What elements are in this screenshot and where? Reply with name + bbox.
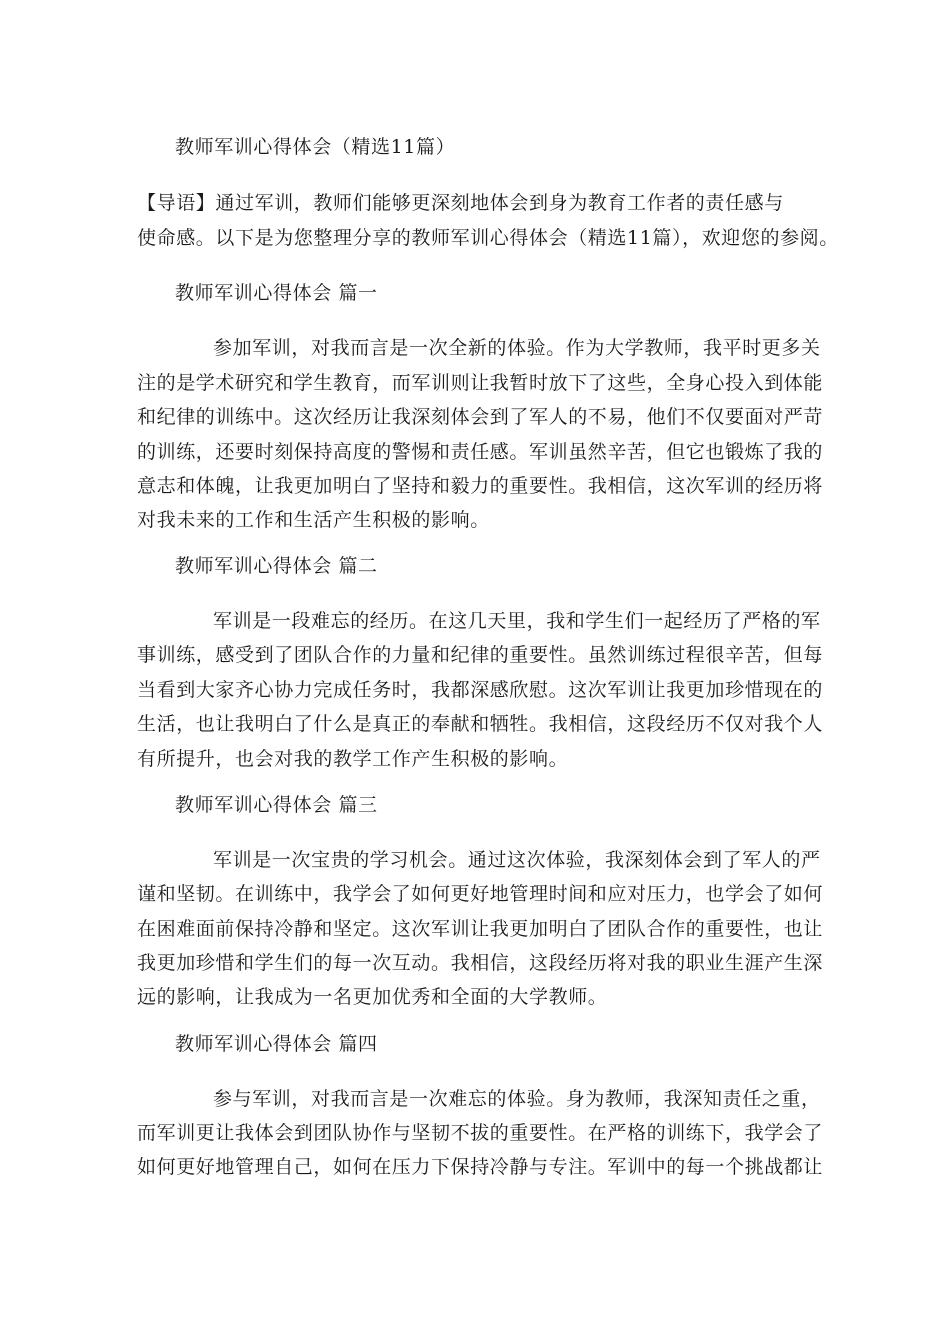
paragraph-line: 意志和体魄，让我更加明白了坚持和毅力的重要性。我相信，这次军训的经历将 <box>137 475 824 497</box>
paragraph-line: 在困难面前保持冷静和坚定。这次军训让我更加明白了团队合作的重要性，也让 <box>137 918 824 940</box>
paragraph-line: 生活，也让我明白了什么是真正的奉献和牺牲。我相信，这段经历不仅对我个人 <box>137 713 824 735</box>
paragraph-line: 我更加珍惜和学生们的每一次互动。我相信，这段经历将对我的职业生涯产生深 <box>137 952 824 974</box>
paragraph-line: 军训是一段难忘的经历。在这几天里，我和学生们一起经历了严格的军 <box>213 610 821 632</box>
paragraph-line: 有所提升，也会对我的教学工作产生积极的影响。 <box>137 748 569 770</box>
paragraph-line: 而军训更让我体会到团队协作与坚韧不拔的重要性。在严格的训练下，我学会了 <box>137 1122 824 1144</box>
paragraph-line: 对我未来的工作和生活产生积极的影响。 <box>137 509 490 531</box>
paragraph-line: 如何更好地管理自己，如何在压力下保持冷静与专注。军训中的每一个挑战都让 <box>137 1156 824 1178</box>
paragraph-line: 军训是一次宝贵的学习机会。通过这次体验，我深刻体会到了军人的严 <box>213 849 821 871</box>
paragraph-line: 远的影响，让我成为一名更加优秀和全面的大学教师。 <box>137 986 608 1008</box>
paragraph-line: 事训练，感受到了团队合作的力量和纪律的重要性。虽然训练过程很辛苦，但每 <box>137 644 824 666</box>
intro-line-2: 使命感。以下是为您整理分享的教师军训心得体会（精选11篇），欢迎您的参阅。 <box>137 227 839 249</box>
paragraph-line: 参与军训，对我而言是一次难忘的体验。身为教师，我深知责任之重， <box>213 1088 821 1110</box>
section-heading: 教师军训心得体会 篇二 <box>175 555 378 577</box>
paragraph-line: 谨和坚韧。在训练中，我学会了如何更好地管理时间和应对压力，也学会了如何 <box>137 883 824 905</box>
paragraph-line: 当看到大家齐心协力完成任务时，我都深感欣慰。这次军训让我更加珍惜现在的 <box>137 679 824 701</box>
paragraph-line: 和纪律的训练中。这次经历让我深刻体会到了军人的不易，他们不仅要面对严苛 <box>137 406 824 428</box>
section-heading: 教师军训心得体会 篇一 <box>175 282 378 304</box>
paragraph-line: 参加军训，对我而言是一次全新的体验。作为大学教师，我平时更多关 <box>213 337 821 359</box>
paragraph-line: 的训练，还要时刻保持高度的警惕和责任感。军训虽然辛苦，但它也锻炼了我的 <box>137 441 824 463</box>
intro-line-1: 【导语】通过军训，教师们能够更深刻地体会到身为教育工作者的责任感与 <box>137 192 784 214</box>
paragraph-line: 注的是学术研究和学生教育，而军训则让我暂时放下了这些，全身心投入到体能 <box>137 372 824 394</box>
section-heading: 教师军训心得体会 篇四 <box>175 1033 378 1055</box>
document-title: 教师军训心得体会（精选11篇） <box>175 136 456 158</box>
section-heading: 教师军训心得体会 篇三 <box>175 794 378 816</box>
